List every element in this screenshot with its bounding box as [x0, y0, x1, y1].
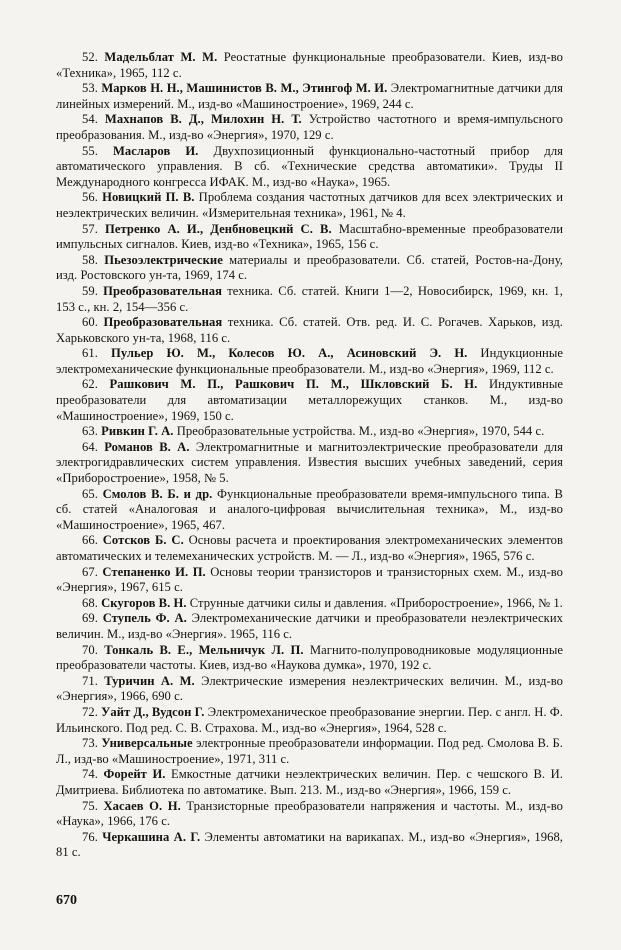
reference-text: Транзисторные преобразователи напряжения и частоты. М., изд-во «Наука», 1966, 176 с. [56, 798, 564, 829]
reference-entry [56, 596, 563, 612]
reference-authors: Туричин А. М. [104, 673, 195, 688]
reference-entry [56, 767, 563, 798]
reference-number: 66. [82, 533, 98, 548]
reference-text: Электрические измерения неэлектрических величин. М., изд-во «Энергия», 1966, 690 с. [56, 673, 563, 704]
reference-text: Элементы автоматики на варикапах. М., изд-во «Энергия», 1968, 81 с. [56, 829, 563, 860]
reference-number: 55. [82, 143, 98, 158]
reference-number: 75. [82, 798, 98, 813]
reference-authors: Масларов И. [112, 143, 199, 158]
reference-number: 65. [82, 486, 98, 501]
reference-text: Основы расчета и проектирования электромеханических элементов автоматических и телемеханических устройств. М. — Л., изд-во «Энергия», 1965, 576 с. [56, 533, 563, 563]
reference-authors: Петренко А. И., Денбновецкий С. В. [105, 221, 332, 236]
reference-authors: Пьезоэлектрические [104, 252, 223, 267]
reference-text: Емкостные датчики неэлектрических величин. Пер. с чешского В. И. Дмитриева. Библиотека по автоматике. Вып. 213. М., изд-во «Энергия», 1966, 159 с. [56, 767, 563, 797]
reference-authors: Ривкин Г. А. [101, 424, 174, 439]
reference-authors: Хасаев О. Н. [103, 798, 181, 813]
reference-entry [56, 112, 563, 143]
reference-entry [56, 705, 563, 736]
reference-text: Функциональные преобразователи время-импульсного типа. В сб. статей «Аналоговая и аналого-цифровая вычислительная техника», М., изд-во «Машиностроение», 1965, 467. [56, 486, 563, 532]
reference-entry [56, 487, 563, 534]
reference-authors: Ступель Ф. А. [102, 611, 187, 626]
reference-entry [56, 81, 563, 112]
reference-authors: Скугоров В. Н. [101, 595, 187, 610]
reference-authors: Новицкий П. В. [102, 190, 195, 205]
reference-text: техника. Сб. статей. Книги 1—2, Новосибирск, 1969, кн. 1, 153 с., кн. 2, 154—356 с. [56, 283, 563, 314]
reference-authors: Махнапов В. Д., Милохин Н. Т. [104, 112, 302, 127]
reference-entry [56, 346, 563, 377]
reference-number: 62. [82, 377, 98, 392]
reference-text: техника. Сб. статей. Отв. ред. И. С. Рогачев. Харьков, изд. Харьковского ун-та, 1968, 116 с. [56, 315, 563, 345]
reference-authors: Уайт Д., Вудсон Г. [101, 704, 205, 719]
reference-entry [56, 533, 563, 564]
reference-text: электронные преобразователи информации. Под ред. Смолова В. Б. Л., изд-во «Машиностроение», 1971, 311 с. [56, 736, 563, 766]
reference-text: Двухпозиционный функционально-частотный прибор для автоматического управления. В сб. «Технические средства автоматики». Труды II Международного конгресса ИФАК. М., изд-во «Наука», 1965. [56, 143, 564, 189]
reference-text: Индукционные электромеханические функциональные преобразователи. М., изд-во «Энергия», 1969, 112 с. [56, 346, 563, 376]
reference-text: Электромеханические датчики и преобразователи неэлектрических величин. М., изд-во «Энергия». 1965, 116 с. [56, 611, 563, 641]
reference-authors: Форейт И. [103, 767, 166, 782]
reference-number: 71. [82, 673, 98, 688]
reference-entry [56, 253, 563, 284]
reference-text: Электромагнитные датчики для линейных измерений. М., изд-во «Машиностроение», 1969, 244 с. [56, 81, 563, 111]
reference-entry [56, 190, 563, 221]
reference-text: Основы теории транзисторов и транзисторных схем. М., изд-во «Энергия», 1967, 615 с. [56, 564, 564, 595]
reference-authors: Степаненко И. П. [102, 564, 206, 579]
reference-number: 52. [82, 50, 98, 64]
reference-number: 67. [82, 564, 98, 579]
reference-authors: Смолов В. Б. и др. [102, 486, 213, 501]
reference-entry [56, 565, 563, 596]
reference-text: материалы и преобразователи. Сб. статей, Ростов-на-Дону, изд. Ростовского ун-та, 1969, 174 с. [56, 252, 564, 283]
reference-number: 76. [82, 829, 98, 844]
reference-number: 58. [82, 252, 98, 267]
reference-text: Проблема создания частотных датчиков для всех электрических и неэлектрических величин. «Измерительная техника», 1961, № 4. [56, 190, 563, 220]
reference-text: Электромеханическое преобразование энергии. Пер. с англ. Н. Ф. Ильинского. Под ред. С. В. Страхова. М., изд-во «Энергия», 1964, 528 с. [56, 704, 563, 735]
reference-entry [56, 377, 563, 424]
reference-authors: Универсальные [101, 736, 193, 751]
reference-text: Масштабно-временные преобразователи импульсных сигналов. Киев, изд-во «Техника», 1965, 156 с. [56, 221, 564, 252]
reference-text: Индуктивные преобразователи для автоматизации металлорежущих станков. М., изд-во «Машиностроение», 1969, 150 с. [56, 377, 563, 423]
reference-authors: Пульер Ю. М., Колесов Ю. А., Асиновский Э. Н. [110, 346, 468, 361]
reference-authors: Рашкович М. П., Рашкович П. М., Шкловский Б. Н. [109, 377, 478, 392]
reference-number: 69. [82, 611, 98, 626]
reference-entry [56, 222, 563, 253]
reference-number: 59. [82, 283, 98, 298]
reference-number: 53. [82, 81, 98, 96]
reference-number: 57. [82, 221, 98, 236]
reference-authors: Тонкаль В. Е., Мельничук Л. П. [104, 642, 304, 657]
reference-text: Струнные датчики силы и давления. «Приборостроение», 1966, № 1. [186, 595, 563, 610]
reference-number: 56. [82, 190, 98, 205]
reference-entry [56, 50, 563, 81]
reference-entry [56, 284, 563, 315]
reference-text: Электромагнитные и магнитоэлектрические преобразователи для электрогидравлических систем управления. Известия высших учебных заведений, серия «Приборостроение», 1958, № 5. [56, 439, 563, 486]
reference-authors: Мадельблат М. М. [104, 50, 218, 64]
reference-entry [56, 611, 563, 642]
reference-number: 61. [82, 346, 98, 361]
reference-number: 63. [82, 424, 98, 439]
reference-text: Реостатные функциональные преобразователи. Киев, изд-во «Техника», 1965, 112 с. [56, 50, 564, 80]
reference-authors: Марков Н. Н., Машинистов В. М., Этингоф М. И. [101, 81, 388, 96]
reference-entry [56, 674, 563, 705]
reference-entry [56, 144, 563, 191]
reference-authors: Романов В. А. [104, 439, 190, 454]
reference-number: 72. [82, 704, 98, 719]
reference-entry [56, 736, 563, 767]
reference-number: 73. [82, 736, 98, 751]
reference-number: 70. [82, 642, 98, 657]
reference-text: Магнито-полупроводниковые модуляционные преобразователи частоты. Киев, изд-во «Наукова думка», 1970, 192 с. [56, 642, 563, 673]
reference-entry [56, 830, 563, 861]
page-number: 670 [56, 893, 77, 908]
reference-number: 64. [82, 439, 98, 454]
reference-entry [56, 643, 563, 674]
reference-number: 54. [82, 112, 98, 127]
reference-authors: Черкашина А. Г. [102, 829, 201, 844]
reference-authors: Преобразовательная [103, 283, 222, 298]
reference-authors: Преобразовательная [103, 315, 223, 330]
reference-number: 74. [82, 767, 98, 782]
reference-list [56, 50, 563, 861]
reference-text: Устройство частотного и время-импульсного преобразования. М., изд-во «Энергия», 1970, 129 с. [56, 112, 564, 142]
reference-entry [56, 440, 563, 487]
reference-text: Преобразовательные устройства. М., изд-во «Энергия», 1970, 544 с. [173, 424, 545, 439]
reference-entry [56, 315, 563, 346]
reference-entry [56, 424, 563, 440]
reference-authors: Сотсков Б. С. [102, 533, 184, 548]
reference-number: 68. [82, 595, 98, 610]
reference-entry [56, 799, 563, 830]
reference-number: 60. [82, 315, 98, 330]
